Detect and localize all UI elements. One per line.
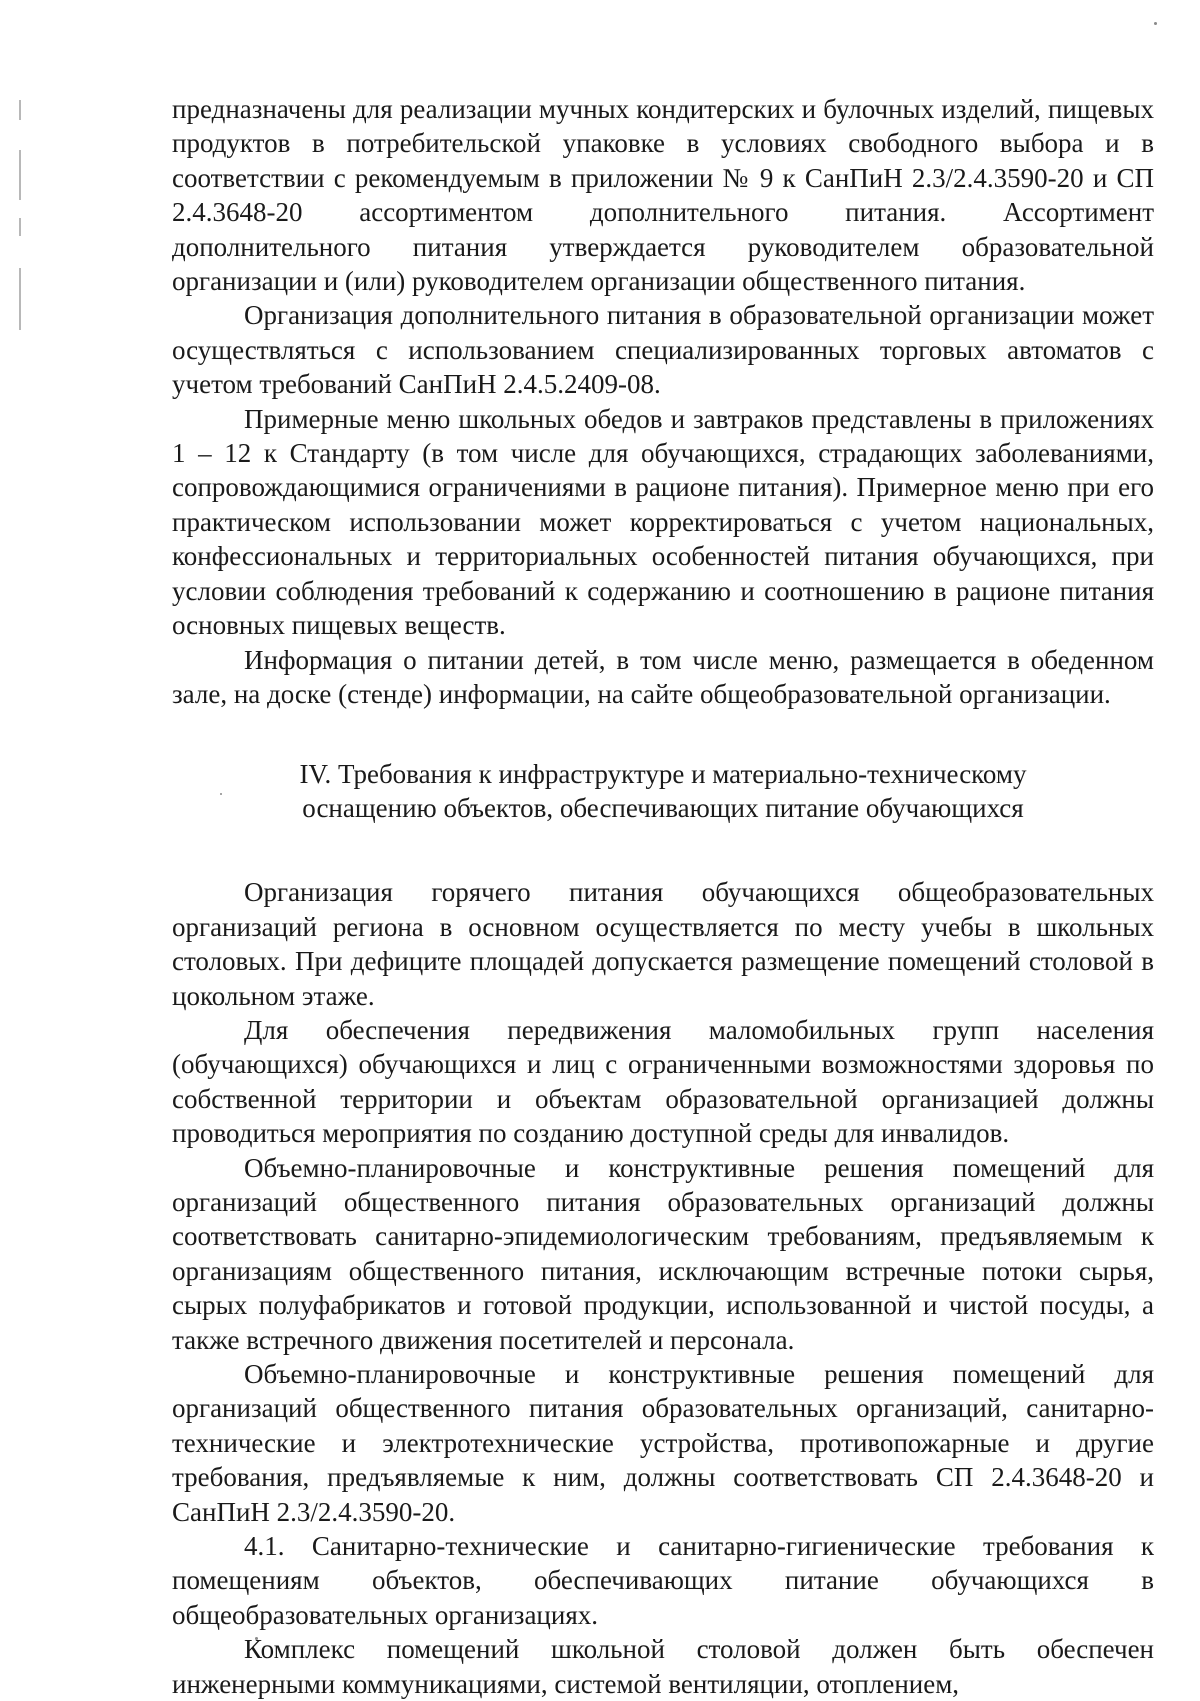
section-heading-line: IV. Требования к инфраструктуре и материально-техническому [299,759,1027,790]
binding-mark [19,100,21,120]
paragraph: Информация о питании детей, в том числе меню, размещается в обеденном зале, на доске (стенде) информации, на сайте общеобразовательной организации. [172,644,1154,709]
section-heading [172,757,1154,825]
binding-mark [19,268,21,330]
paragraph: Комплекс помещений школьной столовой должен быть обеспечен инженерными коммуникациями, системой вентиляции, отоплением, [172,1634,1154,1699]
paragraph: предназначены для реализации мучных кондитерских и булочных изделий, пищевых продуктов в потребительской упаковке в условиях свободного выбора и в соответствии с рекомендуемым в приложении № 9 к СанПиН 2.3/2.4.3590-20 и СП 2.4.3648-20 ассортиментом дополнительного питания. Ассортимент дополнительного питания утверждается руководителем образовательной организации и (или) руководителем организации общественного питания. [172,94,1154,297]
binding-mark [19,150,21,200]
section-heading-line: оснащению объектов, обеспечивающих питание обучающихся [302,793,1024,824]
subsection-paragraph: 4.1. Санитарно-технические и санитарно-гигиенические требования к помещениям объектов, обеспечивающих питание обучающихся в общеобразовательных организациях. [172,1531,1154,1630]
paragraph: Организация дополнительного питания в образовательной организации может осуществляться с использованием специализированных торговых автоматов с учетом требований СанПиН 2.4.5.2409-08. [172,300,1154,400]
paragraph: Организация горячего питания обучающихся общеобразовательных организаций региона в основном осуществляется по месту учебы в школьных столовых. При дефиците площадей допускается размещение помещений столовой в цокольном этаже. [172,877,1154,1011]
paragraph: Объемно-планировочные и конструктивные решения помещений для организаций общественного питания образовательных организаций, санитарно-технические и электротехнические устройства, противопожарные и другие требования, предъявляемые к ним, должны соответствовать СП 2.4.3648-20 и СанПиН 2.3/2.4.3590-20. [172,1359,1154,1527]
document-body [172,92,1154,1701]
paragraph: Примерные меню школьных обедов и завтраков представлены в приложениях 1 – 12 к Стандарту (в том числе для обучающихся, страдающих заболеваниями, сопровождающимися ограничениями в рационе питания). Примерное меню при его практическом использовании может корректироваться с учетом национальных, конфессиональных и территориальных особенностей питания обучающихся, при условии соблюдения требований к содержанию и соотношению в рационе питания основных пищевых веществ. [172,403,1154,641]
binding-mark [19,218,21,236]
paragraph: Объемно-планировочные и конструктивные решения помещений для организаций общественного питания образовательных организаций должны соответствовать санитарно-эпидемиологическим требованиям, предъявляемым к организациям общественного питания, исключающим встречные потоки сырья, сырых полуфабрикатов и готовой продукции, использованной и чистой посуды, а также встречного движения посетителей и персонала. [172,1152,1154,1355]
paragraph: Для обеспечения передвижения маломобильных групп населения (обучающихся) обучающихся и лиц с ограниченными возможностями здоровья по собственной территории и объектам образовательной организацией должны проводиться мероприятия по созданию доступной среды для инвалидов. [172,1014,1154,1149]
scan-speck [1154,22,1157,25]
